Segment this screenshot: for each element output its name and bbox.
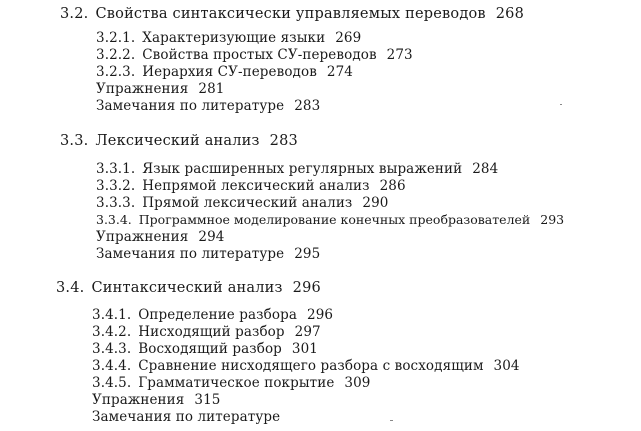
section-heading <box>56 280 321 296</box>
entry-title: Восходящий разбор <box>138 341 282 357</box>
toc-entry <box>92 375 371 391</box>
page-number: 315 <box>194 392 221 408</box>
entry-number: 3.4.3. <box>92 341 132 357</box>
page-number: 294 <box>198 229 225 245</box>
section-number: 3.4. <box>56 280 85 296</box>
page-number: 295 <box>294 246 321 262</box>
page-number: 296 <box>292 280 321 296</box>
section-title: Лексический анализ <box>95 133 260 149</box>
page-number: 283 <box>269 133 298 149</box>
entry-number: 3.2.2. <box>96 47 136 63</box>
entry-title: Замечания по литературе <box>92 409 281 425</box>
scan-speck <box>390 420 393 421</box>
page-number: 297 <box>294 324 321 340</box>
entry-title: Язык расширенных регулярных выражений <box>142 161 463 177</box>
entry-title: Нисходящий разбор <box>138 324 285 340</box>
page-number: 273 <box>386 47 413 63</box>
toc-entry <box>92 409 280 425</box>
page-number: 284 <box>472 161 499 177</box>
entry-title: Определение разбора <box>138 307 297 323</box>
entry-number: 3.3.2. <box>96 178 136 194</box>
entry-number: 3.3.1. <box>96 161 136 177</box>
toc-entry <box>92 307 333 323</box>
entry-title: Замечания по литературе <box>96 98 285 114</box>
page-number: 296 <box>307 307 334 323</box>
entry-number: 3.4.4. <box>92 358 132 374</box>
entry-number: 3.3.3. <box>96 195 136 211</box>
entry-number: 3.4.1. <box>92 307 132 323</box>
page-number: 274 <box>326 64 353 80</box>
section-number: 3.3. <box>60 133 89 149</box>
toc-entry <box>92 358 520 374</box>
entry-title: Упражнения <box>96 229 189 245</box>
toc-entry <box>96 30 361 46</box>
toc-entry <box>96 212 564 228</box>
entry-title: Грамматическое покрытие <box>138 375 335 391</box>
toc-entry <box>96 195 388 211</box>
toc-entry <box>92 392 220 408</box>
toc-entry <box>96 81 224 97</box>
section-title: Синтаксический анализ <box>91 280 283 296</box>
entry-title: Упражнения <box>92 392 185 408</box>
page-number: 309 <box>344 375 371 391</box>
toc-entry <box>96 161 498 177</box>
page-number: 301 <box>291 341 318 357</box>
page-number: 269 <box>335 30 362 46</box>
toc-entry <box>96 178 406 194</box>
entry-number: 3.2.1. <box>96 30 136 46</box>
toc-entry <box>96 229 224 245</box>
toc-entry <box>96 246 320 262</box>
entry-number: 3.4.5. <box>92 375 132 391</box>
entry-title: Замечания по литературе <box>96 246 285 262</box>
page-number: 281 <box>198 81 225 97</box>
page-number: 304 <box>493 358 520 374</box>
entry-title: Прямой лексический анализ <box>142 195 353 211</box>
toc-entry <box>96 64 353 80</box>
entry-title: Непрямой лексический анализ <box>142 178 370 194</box>
toc-entry <box>92 341 318 357</box>
entry-title: Свойства простых СУ-переводов <box>142 47 377 63</box>
page-number: 290 <box>362 195 389 211</box>
section-heading <box>60 6 524 22</box>
page-number: 293 <box>540 212 565 227</box>
entry-number: 3.4.2. <box>92 324 132 340</box>
page-number: 283 <box>294 98 321 114</box>
toc-entry <box>92 324 321 340</box>
entry-title: Сравнение нисходящего разбора с восходящим <box>138 358 484 374</box>
entry-number: 3.3.4. <box>96 212 132 227</box>
section-title: Свойства синтаксически управляемых переводов <box>95 6 486 22</box>
entry-title: Иерархия СУ-переводов <box>142 64 317 80</box>
entry-number: 3.2.3. <box>96 64 136 80</box>
section-number: 3.2. <box>60 6 89 22</box>
page-number: 268 <box>495 6 525 22</box>
section-heading <box>60 133 298 149</box>
entry-title: Характеризующие языки <box>142 30 326 46</box>
entry-title: Упражнения <box>96 81 189 97</box>
entry-title: Программное моделирование конечных преобразователей <box>138 212 531 227</box>
scan-speck <box>560 104 562 105</box>
toc-entry <box>96 47 413 63</box>
toc-entry <box>96 98 320 114</box>
page-number: 286 <box>379 178 406 194</box>
